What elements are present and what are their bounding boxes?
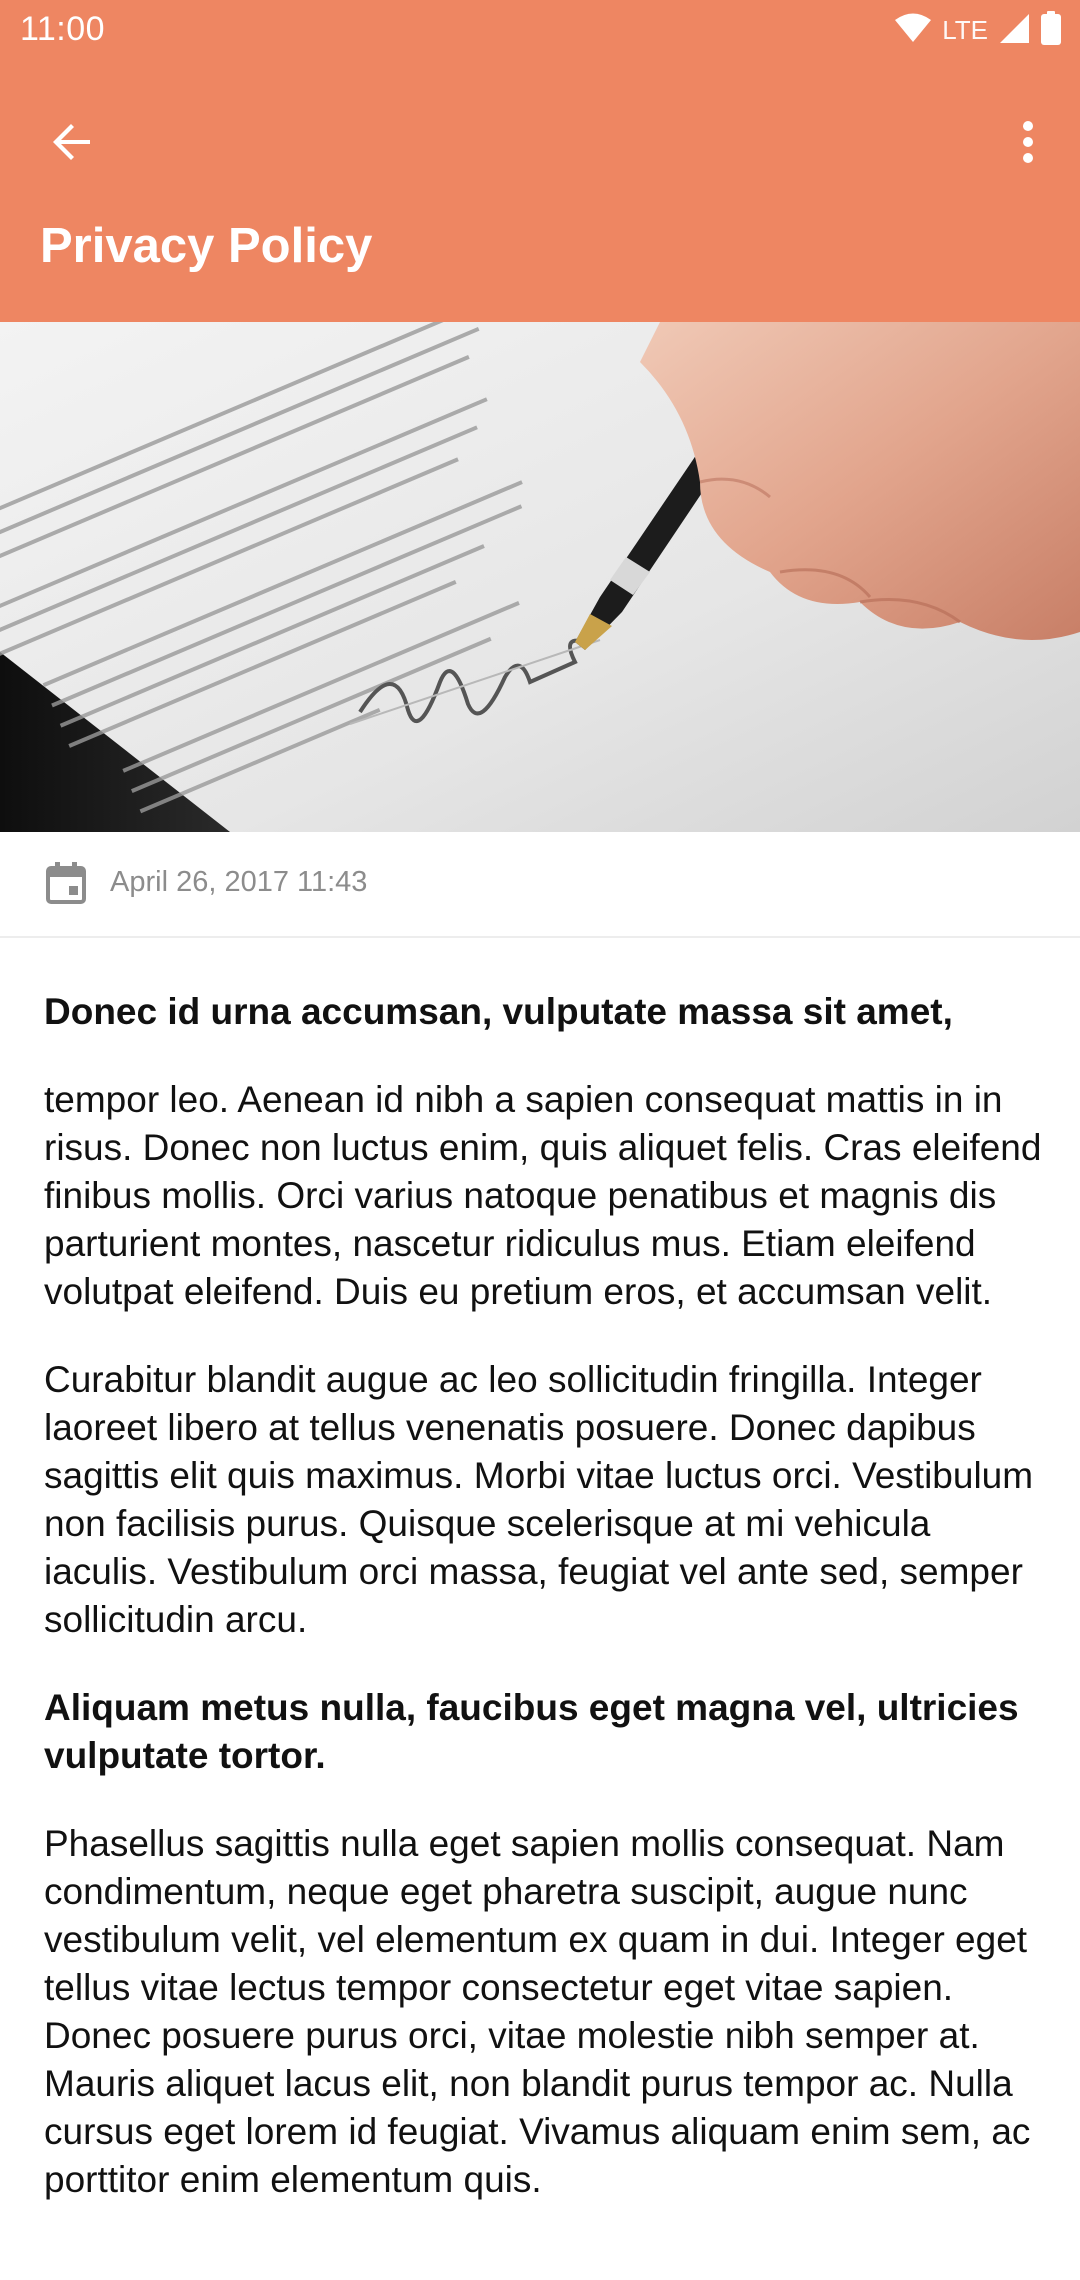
article-heading: Donec id urna accumsan, vulputate massa sit amet,	[44, 991, 953, 1032]
status-time: 11:00	[20, 10, 106, 48]
more-options-button[interactable]	[986, 102, 1070, 186]
article-heading: Aliquam metus nulla, faucibus eget magna vel, ultricies vulputate tortor.	[44, 1687, 1019, 1776]
battery-icon	[1040, 11, 1062, 50]
app-bar	[0, 62, 1080, 322]
page-title: Privacy Policy	[40, 219, 373, 273]
wifi-icon	[894, 13, 932, 48]
hero-image	[0, 322, 1080, 832]
back-button[interactable]	[30, 102, 114, 186]
article-paragraph: Curabitur blandit augue ac leo sollicitudin fringilla. Integer laoreet libero at tellus venenatis posuere. Donec dapibus sagittis elit quis maximus. Morbi vitae luctus orci. Vestibulum non facilisis purus. Quisque scelerisque at mi vehicula iaculis. Vestibulum orci massa, feugiat vel ante sed, semper sollicitudin arcu.	[44, 1359, 1034, 1640]
article-paragraph: tempor leo. Aenean id nibh a sapien consequat mattis in in risus. Donec non luctus enim, quis aliquet felis. Cras eleifend finibus mollis. Orci varius natoque penatibus et magnis dis parturient montes, nascetur ridiculus mus. Etiam eleifend volutpat eleifend. Duis eu pretium eros, et accumsan velit.	[44, 1079, 1042, 1312]
more-vert-icon	[1022, 121, 1034, 168]
cell-signal-icon	[998, 12, 1030, 49]
article-body	[44, 960, 1044, 2244]
article-paragraph: Phasellus sagittis nulla eget sapien mollis consequat. Nam condimentum, neque eget pharetra suscipit, augue nunc vestibulum velit, vel elementum ex quam in dui. Integer eget tellus vitae lectus tempor consectetur eget vitae sapien. Donec posuere purus orci, vitae molestie nibh semper at. Mauris aliquet lacus elit, non blandit purus tempor ac. Nulla cursus eget lorem id feugiat. Vivamus aliquam enim sem, ac porttitor enim elementum quis.	[44, 1823, 1031, 2200]
status-bar	[0, 0, 1080, 62]
network-type: LTE	[942, 14, 988, 45]
arrow-back-icon	[50, 120, 94, 169]
status-icons	[894, 12, 1062, 48]
article-date: April 26, 2017 11:43	[110, 866, 368, 898]
calendar-icon	[42, 860, 90, 908]
article-meta	[0, 832, 1080, 938]
